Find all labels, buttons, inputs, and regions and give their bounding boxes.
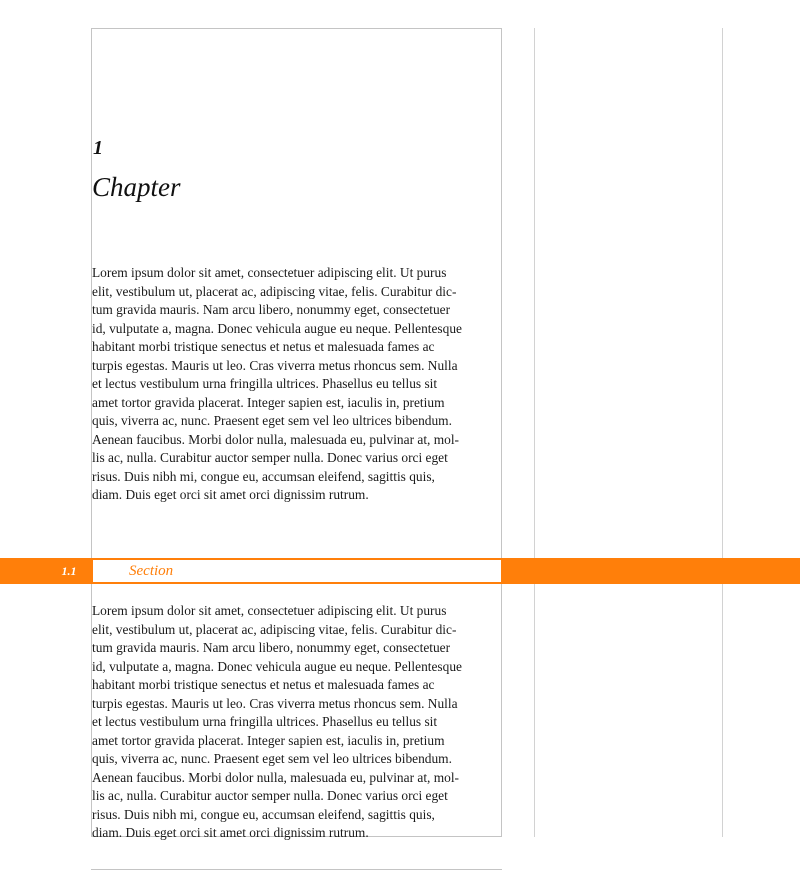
paragraph-line: lis ac, nulla. Curabitur auctor semper nulla. Donec varius orci eget [92, 450, 448, 465]
paragraph-line: et lectus vestibulum urna fringilla ultrices. Phasellus eu tellus sit [92, 376, 438, 391]
paragraph-line: risus. Duis nibh mi, congue eu, accumsan eleifend, sagittis quis, [92, 468, 435, 484]
paragraph-line: turpis egestas. Mauris ut leo. Cras viverra metus rhoncus sem. Nulla [92, 695, 458, 711]
paragraph-line: diam. Duis eget orci sit amet orci dignissim rutrum. [92, 487, 369, 502]
paragraph-line: Lorem ipsum dolor sit amet, consectetuer adipiscing elit. Ut purus [92, 265, 447, 280]
paragraph-line: tum gravida mauris. Nam arcu libero, nonummy eget, consectetuer [92, 640, 451, 655]
next-page-top-rule [91, 869, 502, 870]
paragraph-line: habitant morbi tristique senectus et netus et malesuada fames ac [92, 677, 435, 692]
paragraph-line: tum gravida mauris. Nam arcu libero, nonummy eget, consectetuer [92, 302, 451, 317]
body-paragraph [92, 602, 504, 843]
paragraph-line: id, vulputate a, magna. Donec vehicula augue eu neque. Pellentesque [92, 658, 462, 674]
paragraph-line: amet tortor gravida placerat. Integer sapien est, iaculis in, pretium [92, 394, 445, 410]
paragraph-line: lis ac, nulla. Curabitur auctor semper nulla. Donec varius orci eget [92, 788, 448, 803]
chapter-title: Chapter [92, 172, 181, 202]
body-paragraph [92, 264, 504, 505]
paragraph-line: turpis egestas. Mauris ut leo. Cras viverra metus rhoncus sem. Nulla [92, 357, 458, 373]
section-title: Section [129, 563, 174, 579]
paragraph-line: habitant morbi tristique senectus et netus et malesuada fames ac [92, 339, 435, 354]
paragraph-line: et lectus vestibulum urna fringilla ultrices. Phasellus eu tellus sit [92, 714, 438, 729]
chapter-number: 1 [93, 137, 103, 159]
paragraph-line: Aenean faucibus. Morbi dolor nulla, malesuada eu, pulvinar at, mol- [92, 769, 460, 785]
paragraph-line: id, vulputate a, magna. Donec vehicula augue eu neque. Pellentesque [92, 320, 462, 336]
section-number: 1.1 [61, 564, 77, 578]
paragraph-line: Aenean faucibus. Morbi dolor nulla, malesuada eu, pulvinar at, mol- [92, 431, 460, 447]
paragraph-line: quis, viverra ac, nunc. Praesent eget sem vel leo ultrices bibendum. [92, 413, 452, 428]
paragraph-line: Lorem ipsum dolor sit amet, consectetuer adipiscing elit. Ut purus [92, 603, 447, 618]
paragraph-line: quis, viverra ac, nunc. Praesent eget sem vel leo ultrices bibendum. [92, 751, 452, 766]
paragraph-line: elit, vestibulum ut, placerat ac, adipiscing vitae, felis. Curabitur dic- [92, 283, 457, 299]
paragraph-line: risus. Duis nibh mi, congue eu, accumsan eleifend, sagittis quis, [92, 806, 435, 822]
paragraph-line: amet tortor gravida placerat. Integer sapien est, iaculis in, pretium [92, 732, 445, 748]
page-edge-guide-line [722, 28, 723, 837]
paragraph-line: diam. Duis eget orci sit amet orci dignissim rutrum. [92, 825, 369, 840]
margin-guide-line [534, 28, 535, 837]
paragraph-line: elit, vestibulum ut, placerat ac, adipiscing vitae, felis. Curabitur dic- [92, 621, 457, 637]
